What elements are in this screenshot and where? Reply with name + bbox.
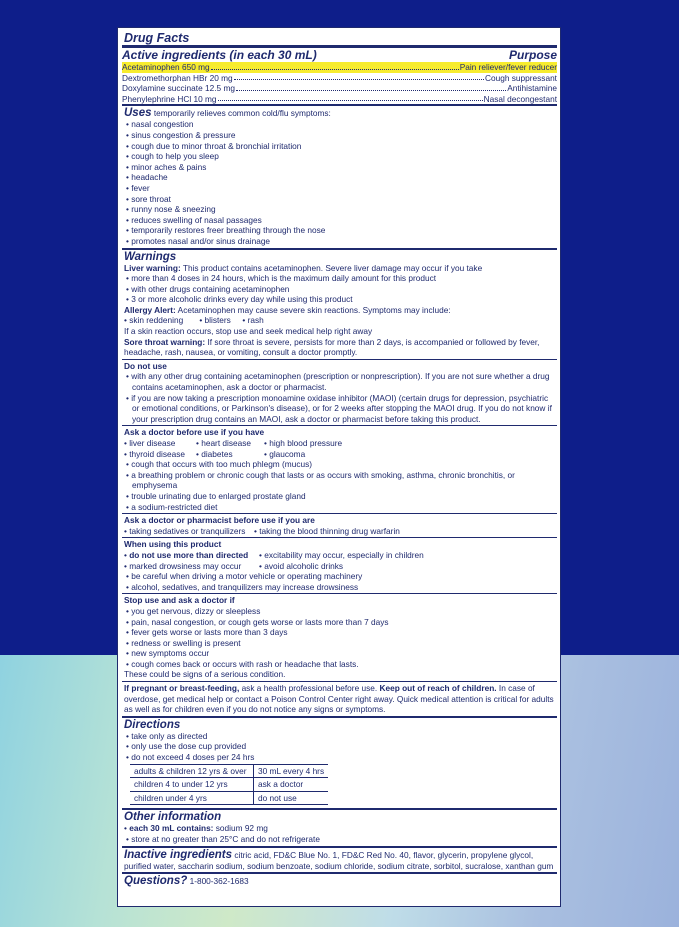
pregnancy-label: If pregnant or breast-feeding,: [124, 683, 240, 694]
ingredient-purpose: Pain reliever/fever reducer: [459, 62, 557, 72]
list-item: • new symptoms occur: [124, 648, 555, 659]
list-item: • cough to help you sleep: [124, 151, 555, 162]
list-item: • glaucoma: [264, 448, 306, 459]
list-item: • with any other drug containing acetaminophen (prescription or nonprescription). If you are not sure whether a drug contains acetaminophen, ask a doctor or pharmacist.: [124, 371, 555, 392]
purpose-heading: Purpose: [508, 48, 557, 62]
allergy-symptoms: [124, 315, 555, 326]
table-row: [130, 764, 328, 778]
list-item: • store at no greater than 25°C and do not refrigerate: [124, 834, 555, 845]
pregnancy-section: [122, 681, 557, 716]
inactive-section: [122, 846, 557, 873]
ingredient-purpose: Antihistamine: [507, 83, 557, 94]
age-cell: children under 4 yrs: [130, 791, 254, 805]
dosage-table: [130, 764, 328, 806]
list-item: • nasal congestion: [124, 119, 555, 130]
do-not-use-heading: Do not use: [124, 360, 167, 371]
dose-cell: do not use: [254, 791, 329, 805]
stop-use-note: These could be signs of a serious condition.: [124, 669, 286, 680]
warnings-heading: Warnings: [124, 250, 177, 263]
age-cell: adults & children 12 yrs & over: [130, 764, 254, 778]
list-item: • cough due to minor throat & bronchial irritation: [124, 141, 555, 152]
ask-doctor-heading: Ask a doctor before use if you have: [124, 427, 265, 438]
list-item: • trouble urinating due to enlarged prostate gland: [124, 491, 555, 502]
list-item: • temporarily restores freer breathing through the nose: [124, 225, 555, 236]
liver-warning-text: This product contains acetaminophen. Severe liver damage may occur if you take: [182, 262, 483, 273]
stop-use-heading: Stop use and ask a doctor if: [124, 595, 235, 606]
ingredient-list: [122, 62, 557, 104]
list-item: • fever gets worse or lasts more than 3 days: [124, 627, 555, 638]
list-item: • redness or swelling is present: [124, 638, 555, 649]
condition-grid-row: [124, 438, 555, 449]
list-item: • cough that occurs with too much phlegm (mucus): [124, 459, 555, 470]
list-item: • only use the dose cup provided: [124, 741, 555, 752]
allergy-alert: [124, 305, 555, 316]
dose-cell: ask a doctor: [254, 778, 329, 792]
list-item: • excitability may occur, especially in children: [259, 549, 424, 560]
inactive-heading: Inactive ingredients: [124, 848, 233, 861]
list-item: • marked drowsiness may occur: [124, 560, 242, 571]
questions-phone: 1-800-362-1683: [189, 876, 249, 887]
uses-section: [122, 104, 557, 247]
list-item: • runny nose & sneezing: [124, 204, 555, 215]
ingredient-row: [122, 94, 557, 105]
uses-intro: temporarily relieves common cold/flu symptoms:: [153, 108, 331, 119]
when-using-heading: When using this product: [124, 539, 222, 550]
list-item: • fever: [124, 183, 555, 194]
list-item: • take only as directed: [124, 731, 555, 742]
list-item: • skin reddening: [124, 315, 184, 326]
list-item: • pain, nasal congestion, or cough gets worse or lasts more than 7 days: [124, 617, 555, 628]
list-item: • more than 4 doses in 24 hours, which is the maximum daily amount for this product: [124, 273, 555, 284]
list-item: • each 30 mL contains: sodium 92 mg: [124, 823, 268, 834]
ingredient-name: Acetaminophen 650 mg: [122, 62, 210, 72]
ingredient-row: [122, 83, 557, 94]
list-item: • heart disease: [196, 438, 252, 448]
ingredient-name: Doxylamine succinate 12.5 mg: [122, 83, 235, 94]
active-ingredients-header: [122, 45, 557, 62]
sodium-label: each 30 mL contains:: [129, 823, 214, 834]
allergy-alert-label: Allergy Alert:: [124, 304, 176, 315]
list-item: • rash: [242, 315, 264, 326]
allergy-alert-text: Acetaminophen may cause severe skin reactions. Symptoms may include:: [177, 304, 451, 315]
sore-throat-text: If sore throat is severe, persists for more than 2 days, is accompanied or followed by fever, headache, rash, nausea, or vomiting, consult a doctor promptly.: [124, 336, 540, 358]
other-info-heading: Other information: [124, 811, 222, 824]
list-item: • do not exceed 4 doses per 24 hrs: [124, 752, 555, 763]
list-item: • taking sedatives or tranquilizers: [124, 525, 246, 536]
when-using-section: [122, 537, 557, 593]
list-item: • 3 or more alcoholic drinks every day while using this product: [124, 294, 555, 305]
directions-heading: Directions: [124, 718, 181, 731]
sore-throat-label: Sore throat warning:: [124, 336, 206, 347]
list-item: • sore throat: [124, 194, 555, 205]
list-item: • be careful when driving a motor vehicle or operating machinery: [124, 571, 555, 582]
list-item: • promotes nasal and/or sinus drainage: [124, 236, 555, 247]
sore-throat-warning: [124, 337, 555, 358]
list-item: • you get nervous, dizzy or sleepless: [124, 606, 555, 617]
drug-facts-title: Drug Facts: [124, 31, 190, 45]
ingredient-name: Phenylephrine HCl 10 mg: [122, 93, 217, 104]
list-item: • avoid alcoholic drinks: [259, 560, 344, 571]
list-item: • sinus congestion & pressure: [124, 130, 555, 141]
ask-doctor-section: [122, 425, 557, 513]
list-item: • liver disease: [124, 438, 176, 448]
liver-warning: [124, 263, 555, 274]
condition-grid-row: [124, 449, 555, 460]
table-row: [130, 791, 328, 805]
uses-list: [124, 119, 555, 246]
warnings-section: [122, 248, 557, 359]
ingredient-row: [122, 62, 557, 73]
keep-out-label: Keep out of reach of children.: [379, 683, 497, 694]
other-info-section: [122, 808, 557, 845]
sodium-text: sodium 92 mg: [215, 823, 268, 834]
ingredient-purpose: Nasal decongestant: [483, 93, 557, 104]
active-ingredients-heading: Active ingredients (in each 30 mL): [122, 48, 317, 62]
inactive-text: citric acid, FD&C Blue No. 1, FD&C Red No. 40, flavor, glycerin, propylene glycol, purified water, saccharin sodium, sodium benzoate, sodium chloride, sodium citrate, sorbitol, sucralose, xanthan gum: [124, 849, 554, 871]
list-item: • minor aches & pains: [124, 162, 555, 173]
keep-out-text: In case of overdose, get medical help or contact a Poison Control Center right away. Quick medical attention is critical for adults as well as for children even if you do not notice any signs or symptoms.: [124, 683, 554, 715]
uses-heading: Uses: [124, 107, 152, 120]
list-item: • thyroid disease: [124, 448, 186, 459]
liver-warning-label: Liver warning:: [124, 262, 181, 273]
ingredient-purpose: Cough suppressant: [485, 72, 557, 83]
list-item: • cough comes back or occurs with rash or headache that lasts.: [124, 659, 555, 670]
drug-facts-panel: [117, 27, 561, 907]
ingredient-row: [122, 73, 557, 84]
skin-reaction-text: If a skin reaction occurs, stop use and seek medical help right away: [124, 326, 373, 337]
list-item: • do not use more than directed: [124, 549, 249, 560]
list-item: • high blood pressure: [264, 438, 343, 448]
stop-use-section: [122, 593, 557, 681]
directions-section: [122, 716, 557, 809]
list-item: • reduces swelling of nasal passages: [124, 215, 555, 226]
dose-cell: 30 mL every 4 hrs: [254, 764, 329, 778]
list-item: • diabetes: [196, 448, 233, 459]
questions-heading: Questions?: [124, 875, 188, 888]
pregnancy-text: ask a health professional before use.: [241, 683, 378, 694]
list-item: • blisters: [199, 315, 231, 326]
do-not-use-section: [122, 359, 557, 426]
list-item: • with other drugs containing acetaminophen: [124, 284, 555, 295]
list-item: • alcohol, sedatives, and tranquilizers may increase drowsiness: [124, 582, 555, 593]
age-cell: children 4 to under 12 yrs: [130, 778, 254, 792]
list-item: • a breathing problem or chronic cough that lasts or as occurs with smoking, asthma, chronic bronchitis, or emphysema: [124, 470, 555, 491]
list-item: • taking the blood thinning drug warfarin: [254, 525, 400, 536]
ask-pharmacist-section: [122, 513, 557, 537]
questions-section: [122, 872, 557, 888]
list-item: • headache: [124, 172, 555, 183]
table-row: [130, 778, 328, 792]
ingredient-name: Dextromethorphan HBr 20 mg: [122, 72, 233, 83]
list-item: • if you are now taking a prescription monoamine oxidase inhibitor (MAOI) (certain drugs for depression, psychiatric or emotional conditions, or Parkinson's disease), or for 2 weeks after stopping the MAOI drug. If you do not know if your prescription drug contains an MAOI, ask a doctor or pharmacist before taking this product.: [124, 393, 555, 425]
list-item: • a sodium-restricted diet: [124, 502, 555, 513]
ask-pharmacist-heading: Ask a doctor or pharmacist before use if you are: [124, 515, 315, 526]
